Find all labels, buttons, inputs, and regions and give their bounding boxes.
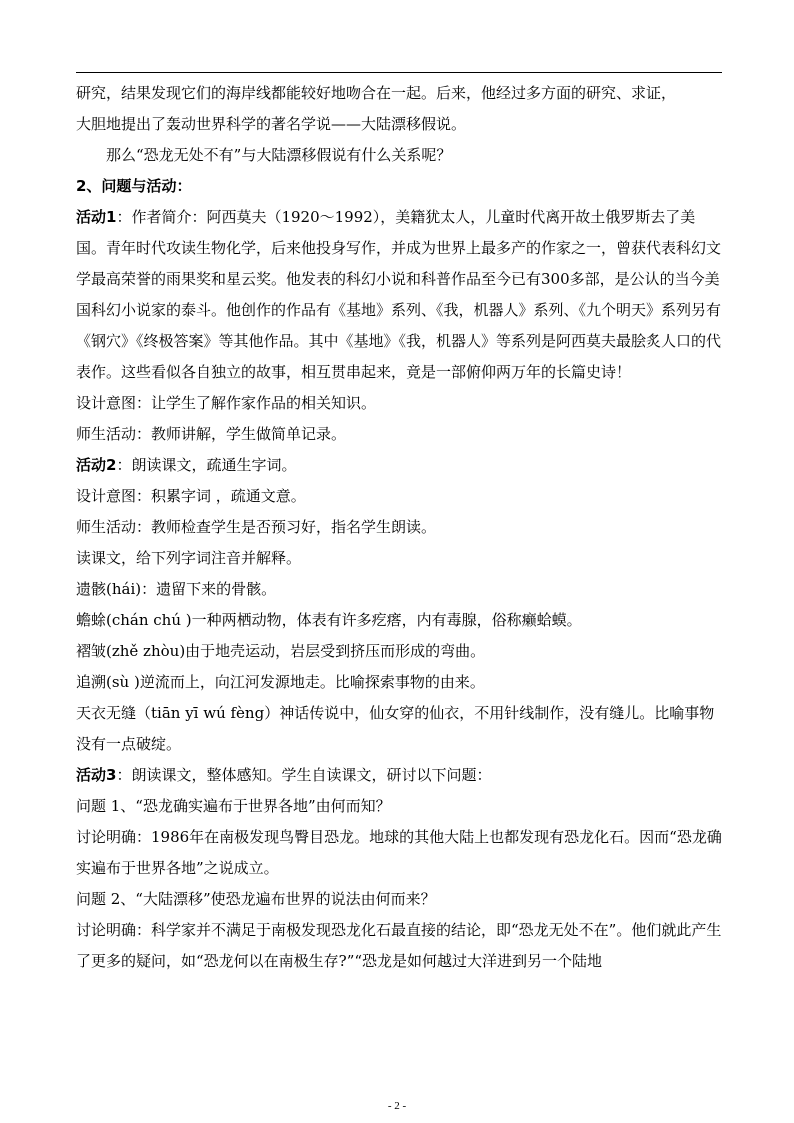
question-1: 问题 1、“恐龙确实遍布于世界各地”由何而知？ (76, 797, 391, 815)
vocab-item: 蟾蜍(chán chú )一种两栖动物，体表有许多疙瘩，内有毒腺，俗称癞蛤蟆。 (76, 611, 582, 629)
reading-instruction: 读课文，给下列字词注音并解释。 (76, 549, 302, 567)
design-intent-2: 设计意图：积累字词 ，疏通文意。 (76, 487, 306, 505)
activity-3-text: ：朗读课文，整体感知。学生自读课文，研讨以下问题： (116, 766, 492, 784)
paragraph-line: 研究，结果发现它们的海岸线都能较好地吻合在一起。后来，他经过多方面的研究、求证， (76, 84, 677, 102)
vocab-item: 遗骸(hái)：遗留下来的骨骸。 (76, 580, 277, 598)
activity-3-paragraph (76, 760, 722, 791)
activity-1-paragraph (76, 202, 722, 388)
activity-2-text: ：朗读课文，疏通生字词。 (116, 456, 297, 474)
question-2: 问题 2、“大陆漂移”使恐龙遍布世界的说法由何而来？ (76, 890, 436, 908)
teacher-activity-2: 师生活动：教师检查学生是否预习好，指名学生朗读。 (76, 518, 437, 536)
paragraph-question: 那么“恐龙无处不有”与大陆漂移假说有什么关系呢？ (106, 146, 452, 164)
answer-1: 讨论明确：1986年在南极发现鸟臀目恐龙。地球的其他大陆上也都发现有恐龙化石。因而“恐龙确实遍布于世界各地”之说成立。 (76, 828, 722, 877)
section-heading: 2、问题与活动： (76, 177, 192, 195)
page-number: - 2 - (387, 1100, 407, 1112)
vocab-item: 天衣无缝（tiān yī wú fèng）神话传说中，仙女穿的仙衣，不用针线制作，没有缝儿。比喻事物没有一点破绽。 (76, 704, 715, 753)
vocab-item: 褶皱(zhě zhòu)由于地壳运动，岩层受到挤压而形成的弯曲。 (76, 642, 486, 660)
answer-2: 讨论明确：科学家并不满足于南极发现恐龙化石最直接的结论，即“恐龙无处不在”。他们就此产生了更多的疑问，如“恐龙何以在南极生存?”“恐龙是如何越过大洋进到另一个陆地 (76, 921, 722, 970)
document-body (76, 78, 722, 977)
teacher-activity-1: 师生活动：教师讲解，学生做简单记录。 (76, 425, 347, 443)
activity-1-text: ：作者简介：阿西莫夫（1920～1992），美籍犹太人，儿童时代离开故土俄罗斯去了美国。青年时代攻读生物化学，后来他投身写作，并成为世界上最多产的作家之一，曾获代表科幻文学最高荣誉的雨果奖和星云奖。他发表的科幻小说和科普作品至今已有300多部，是公认的当今美国科幻小说家的泰斗。他创作的作品有《基地》系列、《我，机器人》系列、《九个明天》系列另有《钢穴》《终极答案》等其他作品。其中《基地》《我，机器人》等系列是阿西莫夫最脍炙人口的代表作。这些看似各自独立的故事，相互贯串起来，竟是一部俯仰两万年的长篇史诗！ (76, 208, 722, 381)
vocab-item: 追溯(sù )逆流而上，向江河发源地走。比喻探索事物的由来。 (76, 673, 485, 691)
activity-2-paragraph (76, 450, 722, 481)
activity-3-label: 活动3 (76, 766, 117, 784)
paragraph-line: 大胆地提出了轰动世界科学的著名学说——大陆漂移假说。 (76, 115, 467, 133)
activity-2-label: 活动2 (76, 456, 117, 474)
activity-1-label: 活动1 (76, 208, 117, 226)
design-intent-1: 设计意图：让学生了解作家作品的相关知识。 (76, 394, 377, 412)
header-rule (76, 72, 722, 73)
